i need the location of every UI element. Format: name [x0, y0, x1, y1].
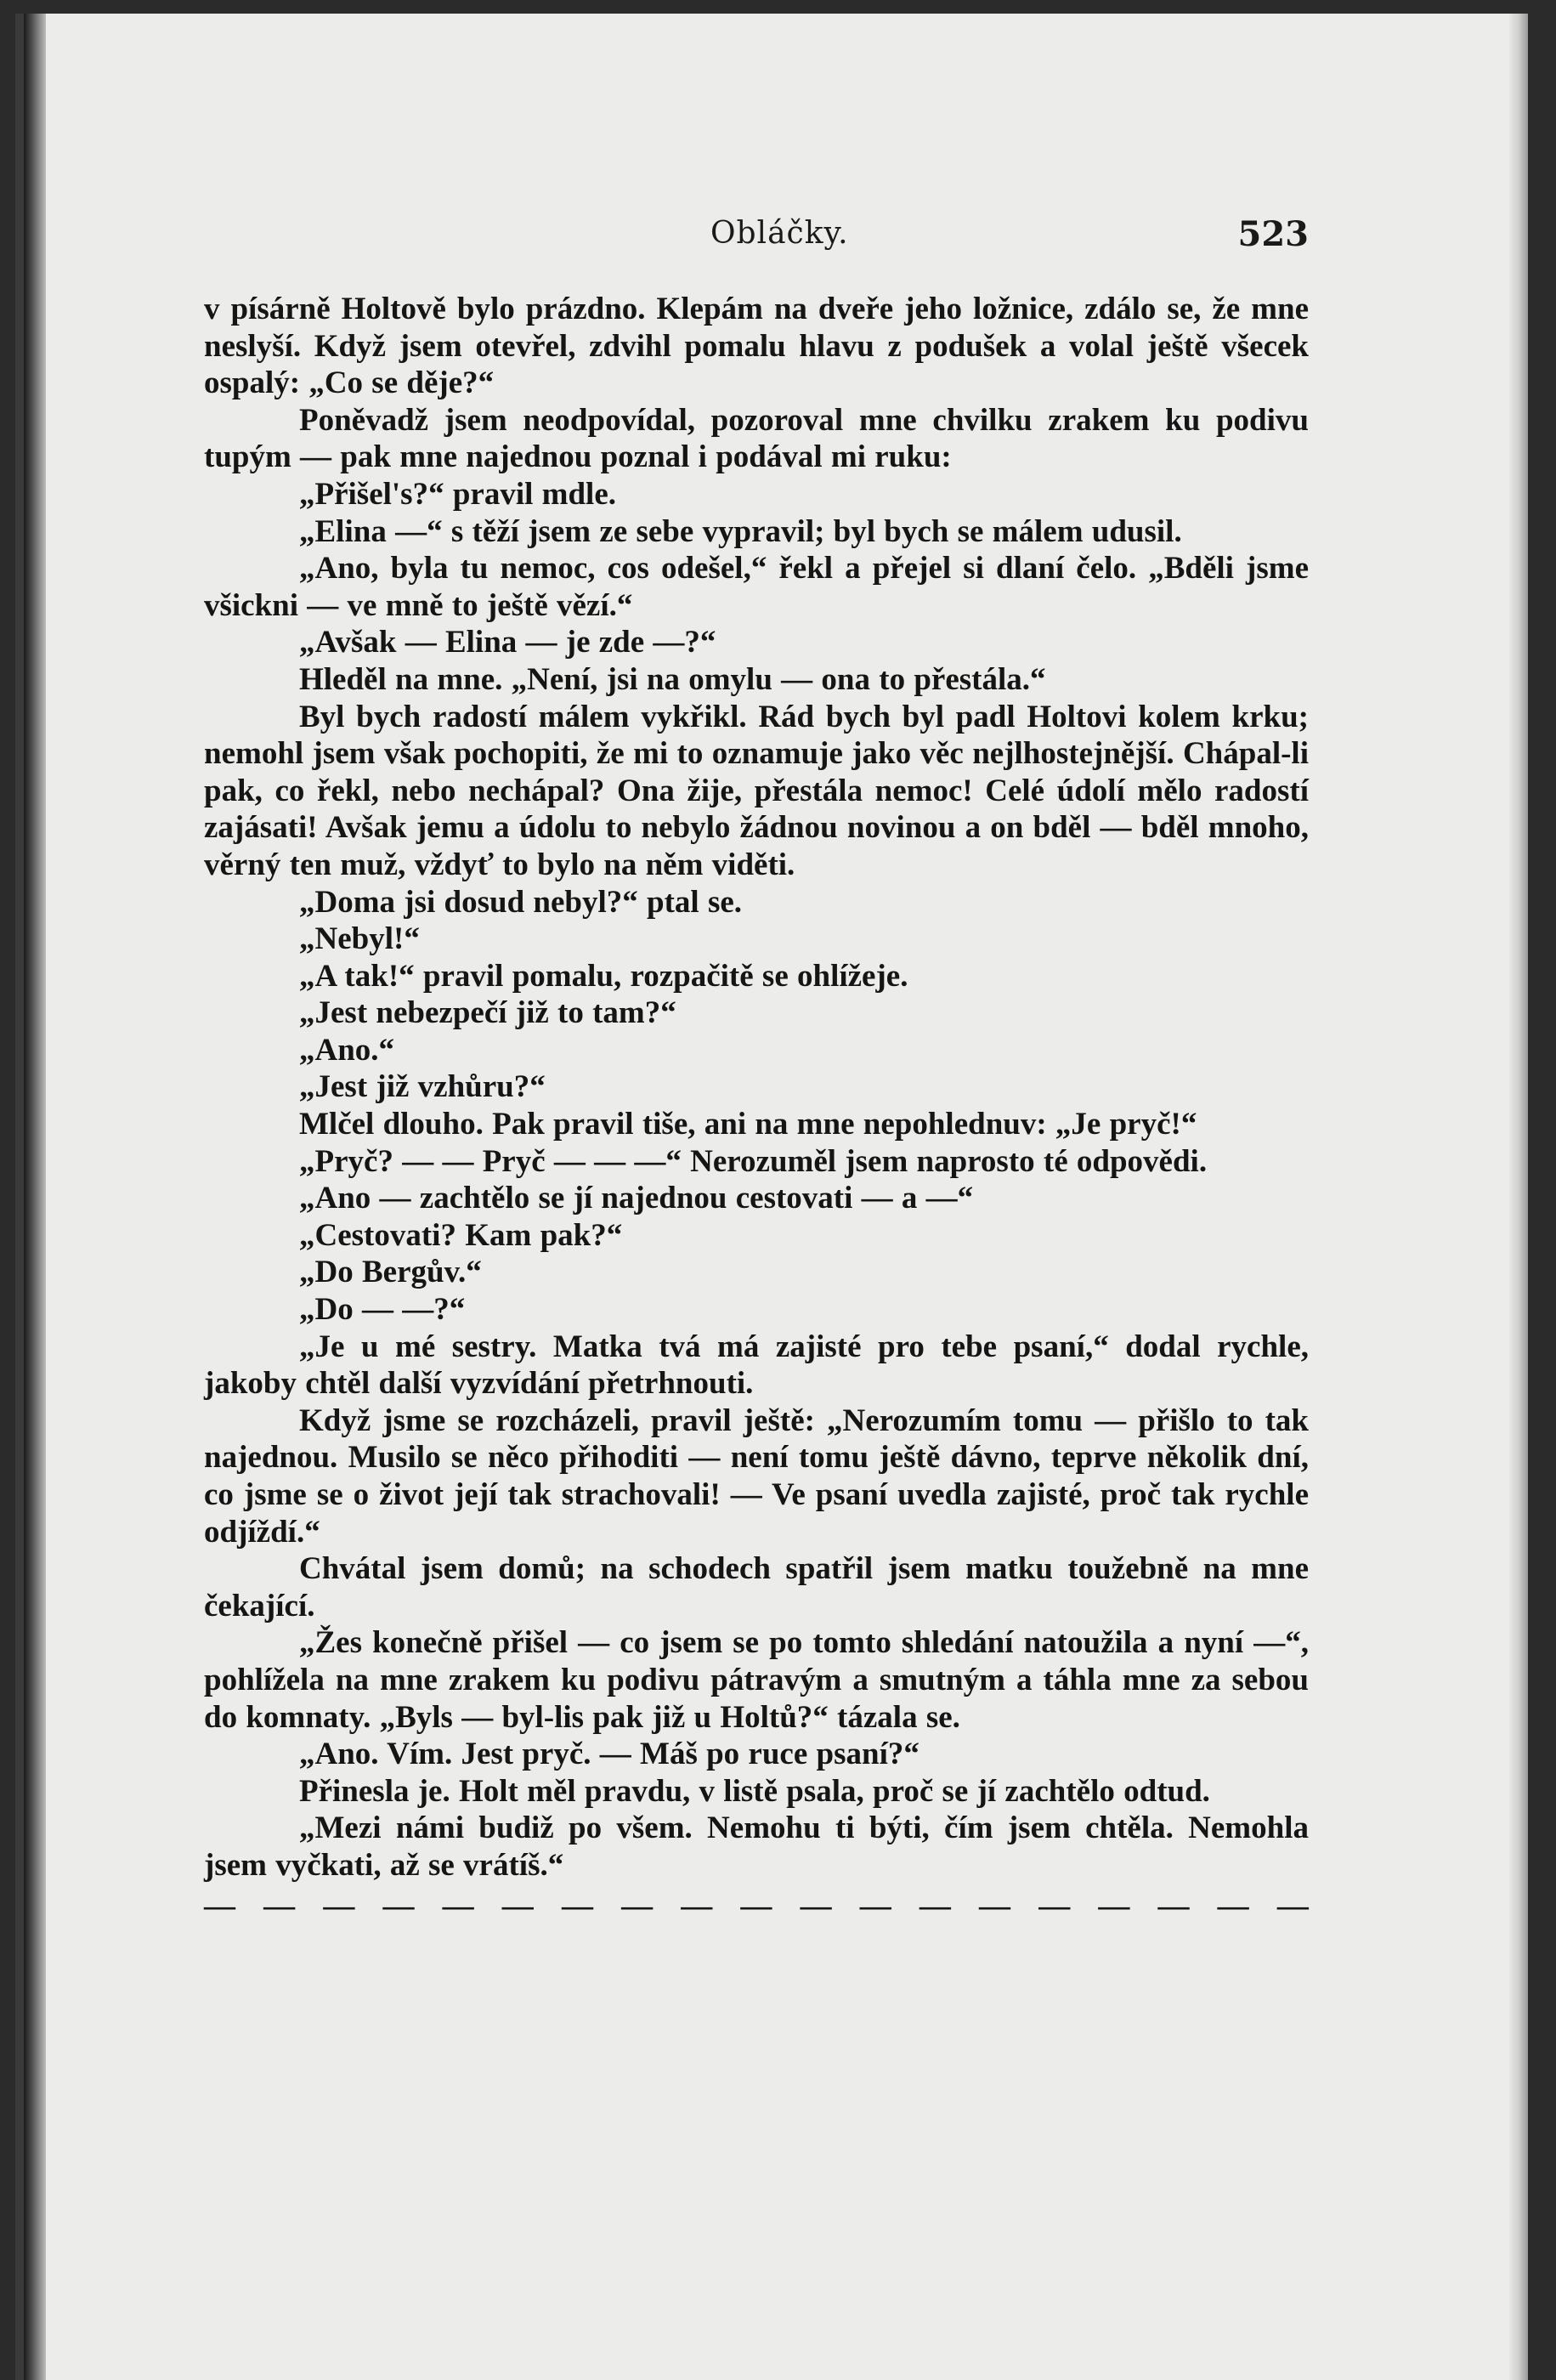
- separator-dash: —: [979, 1888, 1011, 1924]
- paragraph: Byl bych radostí málem vykřikl. Rád bych byl padl Holtovi kolem krku; nemohl jsem však pochopiti, že mi to oznamuje jako věc nejlhostejnější. Chápal-li pak, co řekl, nebo nechápal? Ona žije, přestála nemoc! Celé údolí mělo radostí zajásati! Avšak jemu a údolu to nebylo žádnou novinou a on bděl — bděl mnoho, věrný ten muž, vždyť to bylo na něm viděti.: [204, 699, 1309, 882]
- section-separator: [204, 1888, 1309, 1925]
- separator-dash: —: [204, 1888, 235, 1924]
- separator-dash: —: [382, 1888, 415, 1924]
- running-title: Obláčky.: [710, 216, 849, 251]
- separator-dash: —: [1276, 1888, 1309, 1924]
- separator-dash: —: [681, 1888, 713, 1924]
- paragraph: „Je u mé sestry. Matka tvá má zajisté pro tebe psaní,“ dodal rychle, jakoby chtěl další vyzvídání přetrhnouti.: [204, 1329, 1309, 1402]
- paragraph: „Ano.“: [299, 1032, 395, 1068]
- paragraph: „Elina —“ s těží jsem ze sebe vypravil; byl bych se málem udusil.: [299, 513, 1182, 549]
- paragraph: „Žes konečně přišel — co jsem se po tomto shledání natoužila a nyní —“, pohlížela na mne zrakem ku podivu pátravým a smutným a táhla mne za sebou do komnaty. „Byls — byl-lis pak již u Holtů?“ tázala se.: [204, 1625, 1309, 1735]
- page-header: [204, 211, 1309, 262]
- page-number: 523: [1237, 214, 1309, 254]
- paragraph: „Do — —?“: [299, 1292, 466, 1328]
- paragraph: Přinesla je. Holt měl pravdu, v listě psala, proč se jí zachtělo odtud.: [299, 1773, 1210, 1809]
- separator-dash: —: [1157, 1888, 1190, 1924]
- separator-dash: —: [263, 1888, 296, 1924]
- separator-dash: —: [1217, 1888, 1249, 1924]
- paragraph: „Do Bergův.“: [299, 1255, 482, 1290]
- paragraph: „A tak!“ pravil pomalu, rozpačitě se ohlížeje.: [299, 958, 908, 994]
- separator-dash: —: [323, 1888, 355, 1924]
- paragraph: „Mezi námi budiž po všem. Nemohu ti býti, čím jsem chtěla. Nemohla jsem vyčkati, až se vrátíš.“: [204, 1810, 1309, 1883]
- paragraph: „Doma jsi dosud nebyl?“ ptal se.: [299, 884, 743, 920]
- page-edge-shadow: [1509, 14, 1528, 2380]
- separator-dash: —: [442, 1888, 474, 1924]
- paragraph: Hleděl na mne. „Není, jsi na omylu — ona to přestála.“: [299, 661, 1046, 697]
- paragraph: Mlčel dlouho. Pak pravil tiše, ani na mne nepohlednuv: „Je pryč!“: [299, 1107, 1197, 1142]
- paragraph: „Nebyl!“: [299, 921, 420, 957]
- separator-dash: —: [1098, 1888, 1130, 1924]
- paragraph: „Cestovati? Kam pak?“: [299, 1217, 623, 1253]
- paragraph: „Avšak — Elina — je zde —?“: [299, 625, 716, 660]
- paragraph: „Jest již vzhůru?“: [299, 1069, 546, 1105]
- paragraph: Poněvadž jsem neodpovídal, pozoroval mne chvilku zrakem ku podivu tupým — pak mne najednou poznal i podával mi ruku:: [204, 402, 1309, 475]
- separator-dash: —: [919, 1888, 951, 1924]
- separator-dash: —: [501, 1888, 534, 1924]
- paragraph: „Ano, byla tu nemoc, cos odešel,“ řekl a přejel si dlaní čelo. „Bděli jsme všickni — ve mně to ještě vězí.“: [204, 551, 1309, 623]
- paragraph: Když jsme se rozcházeli, pravil ještě: „Nerozumím tomu — přišlo to tak najednou. Musilo se něco přihoditi — není tomu ještě dávno, teprve několik dní, co jsme se o život její tak strachovali! — Ve psaní uvedla zajisté, proč tak rychle odjíždí.“: [204, 1402, 1309, 1550]
- separator-dash: —: [859, 1888, 891, 1924]
- book-spine-shadow: [24, 14, 46, 2380]
- paragraph: Chvátal jsem domů; na schodech spatřil jsem matku toužebně na mne čekající.: [204, 1551, 1309, 1624]
- separator-dash: —: [561, 1888, 593, 1924]
- paragraph: „Jest nebezpečí již to tam?“: [299, 995, 676, 1031]
- separator-dash: —: [800, 1888, 832, 1924]
- separator-dash: —: [621, 1888, 654, 1924]
- paragraph: „Ano. Vím. Jest pryč. — Máš po ruce psaní?“: [299, 1737, 919, 1772]
- body-text: [204, 291, 1309, 1924]
- separator-dash: —: [740, 1888, 772, 1924]
- paragraph: „Pryč? — — Pryč — — —“ Nerozuměl jsem naprosto té odpovědi.: [299, 1143, 1208, 1179]
- book-page: [15, 14, 1528, 2380]
- paragraph: „Přišel's?“ pravil mdle.: [299, 476, 616, 512]
- separator-dash: —: [1038, 1888, 1071, 1924]
- paragraph: v písárně Holtově bylo prázdno. Klepám na dveře jeho ložnice, zdálo se, že mne neslyší. Když jsem otevřel, zdvihl pomalu hlavu z podušek a volal ještě všecek ospalý: „Co se děje?“: [204, 292, 1309, 401]
- paragraph: „Ano — zachtělo se jí najednou cestovati — a —“: [299, 1181, 974, 1216]
